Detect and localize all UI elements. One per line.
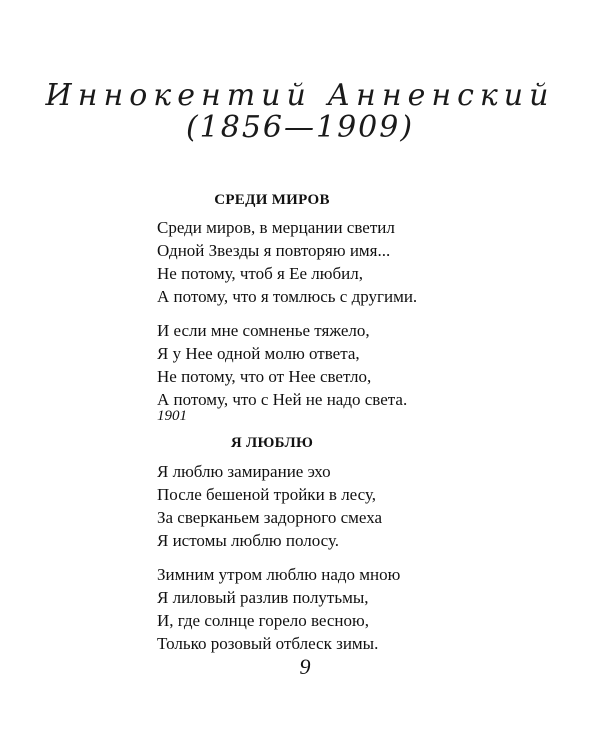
verse-line: А потому, что я томлюсь с другими. <box>157 287 418 306</box>
verse-line: Не потому, чтоб я Ее любил, <box>157 264 363 283</box>
poem-sredi-mirov <box>157 190 497 411</box>
verse-line: За сверканьем задорного смеха <box>157 508 383 527</box>
stanza <box>157 216 497 308</box>
verse-line: Я истомы люблю полосу. <box>157 531 340 550</box>
stanza <box>157 563 497 655</box>
poem-ya-lyublyu <box>157 433 497 655</box>
poem-title: СРЕДИ МИРОВ <box>214 192 330 208</box>
verse-line: Не потому, что от Нее светло, <box>157 367 372 386</box>
verse-line: Я у Нее одной молю ответа, <box>157 344 360 363</box>
verse-line: После бешеной тройки в лесу, <box>157 485 377 504</box>
stanza <box>157 460 497 552</box>
verse-line: Одной Звезды я повторяю имя... <box>157 241 391 260</box>
verse-line: И если мне сомненье тяжело, <box>157 321 370 340</box>
stanza <box>157 319 497 411</box>
verse-line: А потому, что с Ней не надо света. <box>157 390 408 409</box>
verse-line: Я лиловый разлив полутьмы, <box>157 588 369 607</box>
verse-line: Я люблю замирание эхо <box>157 462 331 481</box>
verse-line: Среди миров, в мерцании светил <box>157 218 395 237</box>
author-name: Иннокентий Анненский <box>45 78 555 113</box>
poem-title: Я ЛЮБЛЮ <box>230 435 314 451</box>
verse-line: Зимним утром люблю надо мною <box>157 565 401 584</box>
verse-line: И, где солнце горело весною, <box>157 611 369 630</box>
verse-line: Только розовый отблеск зимы. <box>157 634 379 653</box>
page-number: 9 <box>299 654 311 679</box>
author-years: (1856—1909) <box>185 110 415 145</box>
poem-date: 1901 <box>157 408 187 424</box>
